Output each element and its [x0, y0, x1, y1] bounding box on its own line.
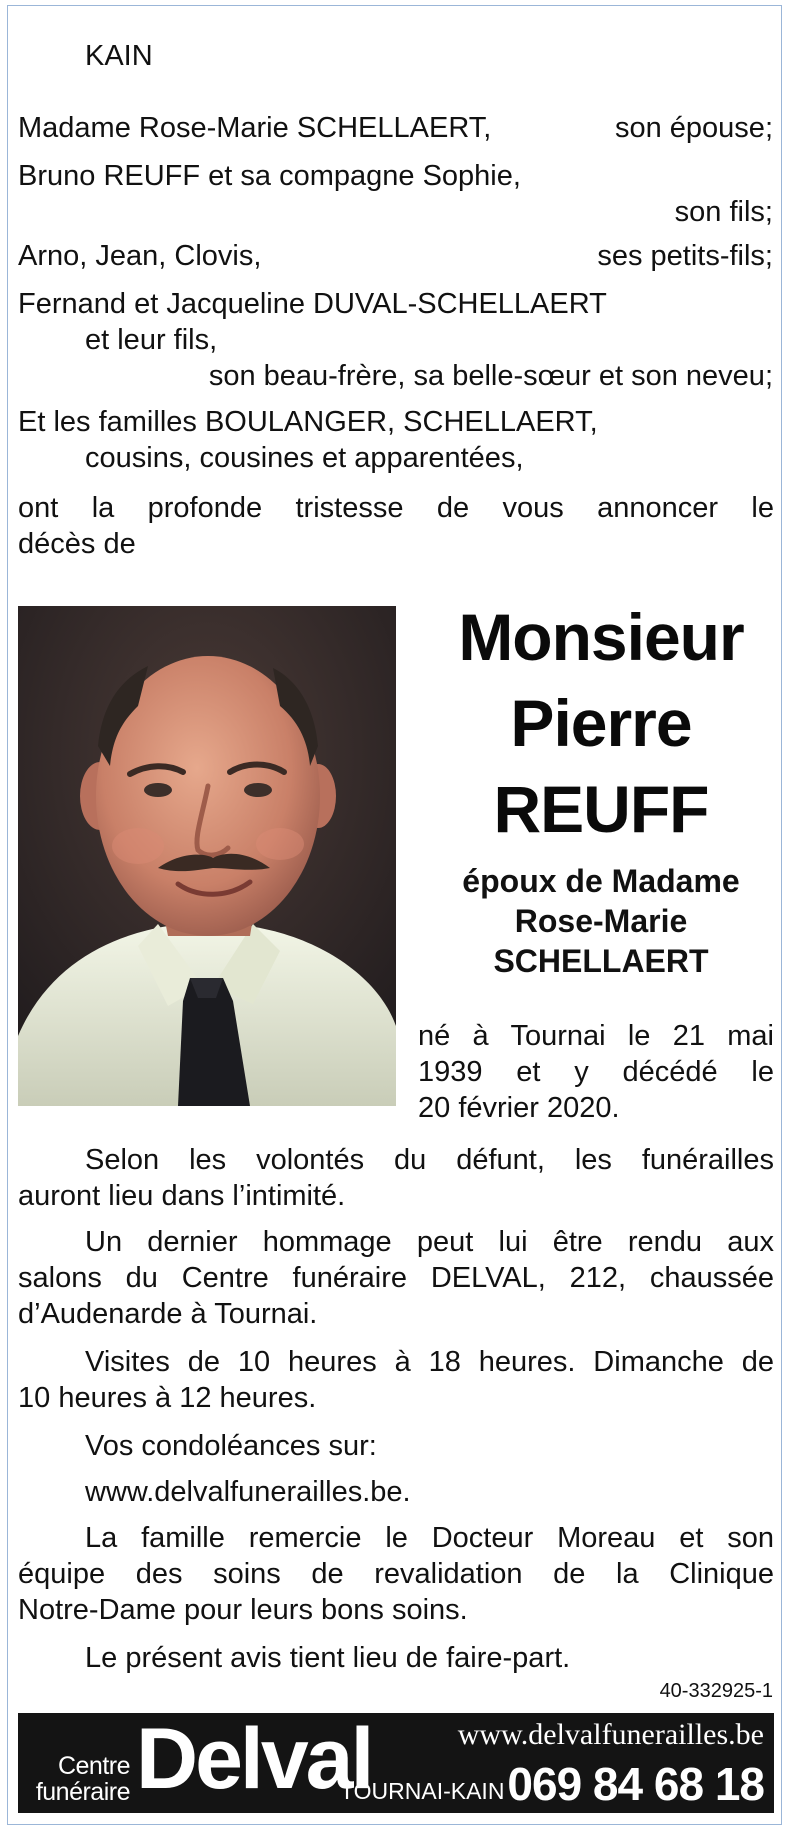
- birth-line2: 1939 et y décédé le: [418, 1056, 774, 1088]
- banner-centre-label: [26, 1753, 130, 1805]
- location-heading: KAIN: [85, 40, 153, 72]
- family-spouse-relation: son épouse;: [614, 112, 773, 144]
- banner-funeraire: funéraire: [35, 1778, 130, 1806]
- portrait-illustration: [18, 606, 396, 1106]
- funeral-home-banner: [18, 1713, 774, 1813]
- deceased-spouse-line2: Rose-Marie: [514, 903, 688, 939]
- banner-website[interactable]: www.delvalfunerailles.be: [457, 1718, 764, 1751]
- family-spouse-name: Madame Rose-Marie SCHELLAERT,: [18, 112, 492, 144]
- details-p6-line1: La famille remercie le Docteur Moreau et son: [85, 1522, 774, 1554]
- banner-centre: Centre: [57, 1752, 130, 1780]
- reference-number: 40-332925-1: [659, 1680, 773, 1702]
- family-inlaws-line1: Fernand et Jacqueline DUVAL-SCHELLAERT: [18, 288, 607, 320]
- announcement-line2: décès de: [18, 528, 136, 560]
- details-condolences: Vos condoléances sur:: [85, 1430, 377, 1462]
- details-p2-line2: salons du Centre funéraire DELVAL, 212, chaussée: [18, 1262, 774, 1294]
- birth-line3: 20 février 2020.: [418, 1092, 620, 1124]
- details-p1-line1: Selon les volontés du défunt, les funérailles: [85, 1144, 774, 1176]
- family-grandsons-relation: ses petits-fils;: [597, 240, 773, 272]
- family-inlaws-line2: et leur fils,: [85, 324, 218, 356]
- banner-brand: Delval: [136, 1711, 372, 1807]
- details-p2-line3: d’Audenarde à Tournai.: [18, 1298, 318, 1330]
- banner-phone[interactable]: 069 84 68 18: [507, 1758, 764, 1810]
- announcement-line1: ont la profonde tristesse de vous annoncer le: [18, 492, 774, 524]
- family-families-line1: Et les familles BOULANGER, SCHELLAERT,: [18, 406, 598, 438]
- deceased-title: Monsieur: [458, 600, 744, 674]
- details-faire-part: Le présent avis tient lieu de faire-part.: [85, 1642, 571, 1674]
- family-grandsons-name: Arno, Jean, Clovis,: [18, 240, 262, 272]
- details-website[interactable]: www.delvalfunerailles.be.: [85, 1476, 411, 1508]
- family-son-relation: son fils;: [674, 196, 773, 228]
- family-inlaws-relation: son beau-frère, sa belle-sœur et son neveu;: [208, 360, 773, 392]
- deceased-spouse-line3: SCHELLAERT: [493, 943, 709, 979]
- deceased-spouse-line1: époux de Madame: [462, 863, 740, 899]
- details-p3-line1: Visites de 10 heures à 18 heures. Dimanche de: [85, 1346, 774, 1378]
- portrait-photo: [18, 606, 396, 1106]
- deceased-first-name: Pierre: [510, 686, 692, 760]
- details-p3-line2: 10 heures à 12 heures.: [18, 1382, 317, 1414]
- deceased-last-name: REUFF: [493, 772, 709, 846]
- family-son-name: Bruno REUFF et sa compagne Sophie,: [18, 160, 521, 192]
- details-p6-line3: Notre-Dame pour leurs bons soins.: [18, 1594, 468, 1626]
- details-p1-line2: auront lieu dans l’intimité.: [18, 1180, 346, 1212]
- details-p2-line1: Un dernier hommage peut lui être rendu aux: [85, 1226, 774, 1258]
- birth-line1: né à Tournai le 21 mai: [418, 1020, 774, 1052]
- banner-city: TOURNAI-KAIN: [340, 1778, 505, 1804]
- family-families-line2: cousins, cousines et apparentées,: [85, 442, 524, 474]
- details-p6-line2: équipe des soins de revalidation de la Clinique: [18, 1558, 774, 1590]
